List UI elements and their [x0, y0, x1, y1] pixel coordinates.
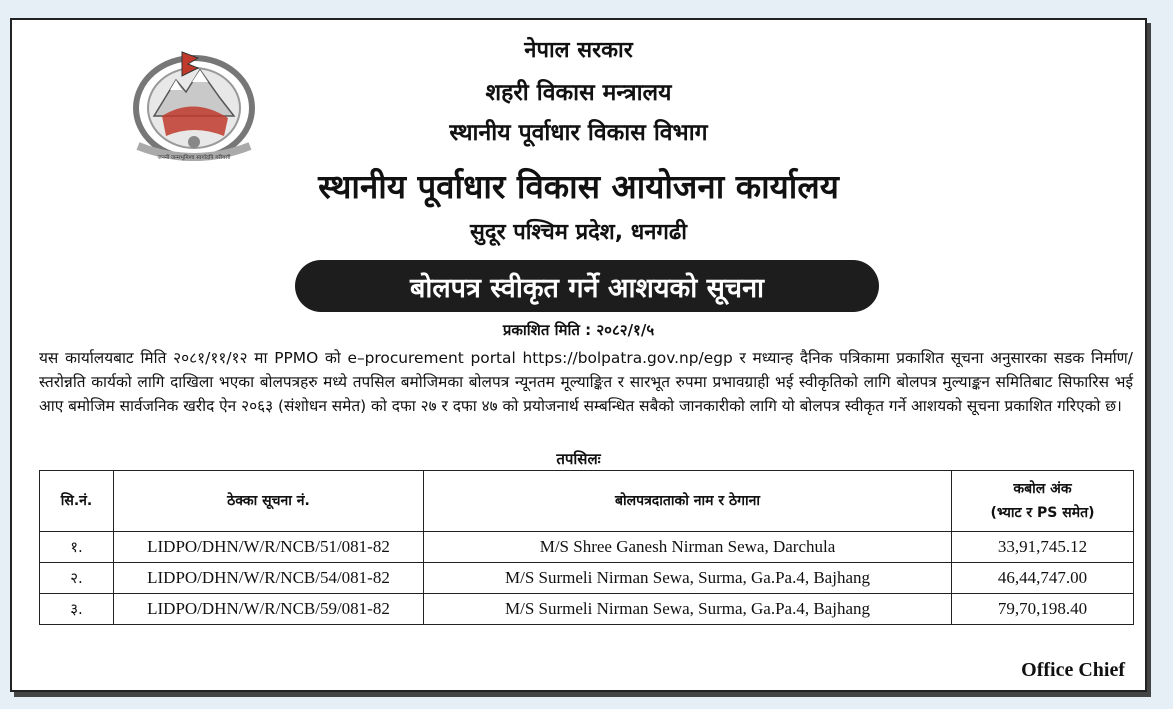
notice-title-banner	[295, 260, 879, 312]
notice-body: यस कार्यालयबाट मिति २०८१/११/१२ मा PPMO को e–procurement portal https://bolpatra.gov.np/egp र मध्यान्ह दैनिक पत्रिकामा प्रकाशित सूचना अनुसारका सडक निर्माण/स्तरोन्नति कार्यको लागि दाखिला भएका बोलपत्रहरु मध्ये तपसिल बमोजिमका बोलपत्र न्यूनतम मूल्याङ्कित र सारभूत रुपमा प्रभावग्राही भई स्वीकृतिको लागि बोलपत्र मुल्याङ्कन समितिबाट सिफारिस भई आए बमोजिम सार्वजनिक खरीद ऐन २०६३ (संशोधन समेत) को दफा २७ र दफा ४७ को प्रयोजनार्थ सम्बन्धित सबैको जानकारीको लागि यो बोलपत्र स्वीकृत गर्ने आशयको सूचना प्रकाशित गरिएको छ।	[39, 349, 1133, 415]
table-row	[40, 532, 1134, 563]
cell-sn: १.	[40, 532, 114, 563]
govt-name: नेपाल सरकार	[524, 38, 633, 63]
award-table	[39, 470, 1134, 625]
table-header-row	[40, 471, 1134, 532]
nepal-emblem-icon	[124, 46, 264, 168]
cell-sn: ३.	[40, 594, 114, 625]
cell-sn: २.	[40, 563, 114, 594]
header-amount-line1: कबोल अंक	[1013, 481, 1072, 497]
svg-text:जननी जन्मभूमिश्च स्वर्गादपि गर: जननी जन्मभूमिश्च स्वर्गादपि गरीयसी	[157, 155, 231, 161]
ministry-name: शहरी विकास मन्त्रालय	[485, 80, 672, 106]
cell-contract-no: LIDPO/DHN/W/R/NCB/54/081-82	[114, 563, 424, 594]
cell-amount: 33,91,745.12	[952, 532, 1134, 563]
header-amount	[952, 471, 1134, 532]
cell-contract-no: LIDPO/DHN/W/R/NCB/59/081-82	[114, 594, 424, 625]
cell-bidder: M/S Surmeli Nirman Sewa, Surma, Ga.Pa.4, Bajhang	[424, 594, 952, 625]
table-row	[40, 594, 1134, 625]
published-date: प्रकाशित मिति : २०८२/१/५	[502, 321, 655, 339]
office-location: सुदूर पश्चिम प्रदेश, धनगढी	[470, 220, 687, 245]
notice-title: बोलपत्र स्वीकृत गर्ने आशयको सूचना	[409, 272, 765, 304]
header-bidder: बोलपत्रदाताको नाम र ठेगाना	[424, 471, 952, 532]
cell-amount: 79,70,198.40	[952, 594, 1134, 625]
cell-contract-no: LIDPO/DHN/W/R/NCB/51/081-82	[114, 532, 424, 563]
department-name: स्थानीय पूर्वाधार विकास विभाग	[449, 120, 708, 146]
cell-amount: 46,44,747.00	[952, 563, 1134, 594]
header-contract-no: ठेक्का सूचना नं.	[114, 471, 424, 532]
notice-page	[10, 18, 1147, 692]
signature-office-chief: Office Chief	[1021, 659, 1125, 681]
cell-bidder: M/S Surmeli Nirman Sewa, Surma, Ga.Pa.4, Bajhang	[424, 563, 952, 594]
header-amount-line2: (भ्याट र PS समेत)	[990, 505, 1095, 521]
office-name: स्थानीय पूर्वाधार विकास आयोजना कार्यालय	[318, 167, 839, 206]
cell-bidder: M/S Shree Ganesh Nirman Sewa, Darchula	[424, 532, 952, 563]
details-label: तपसिलः	[556, 450, 601, 468]
table-row	[40, 563, 1134, 594]
header-sn: सि.नं.	[40, 471, 114, 532]
